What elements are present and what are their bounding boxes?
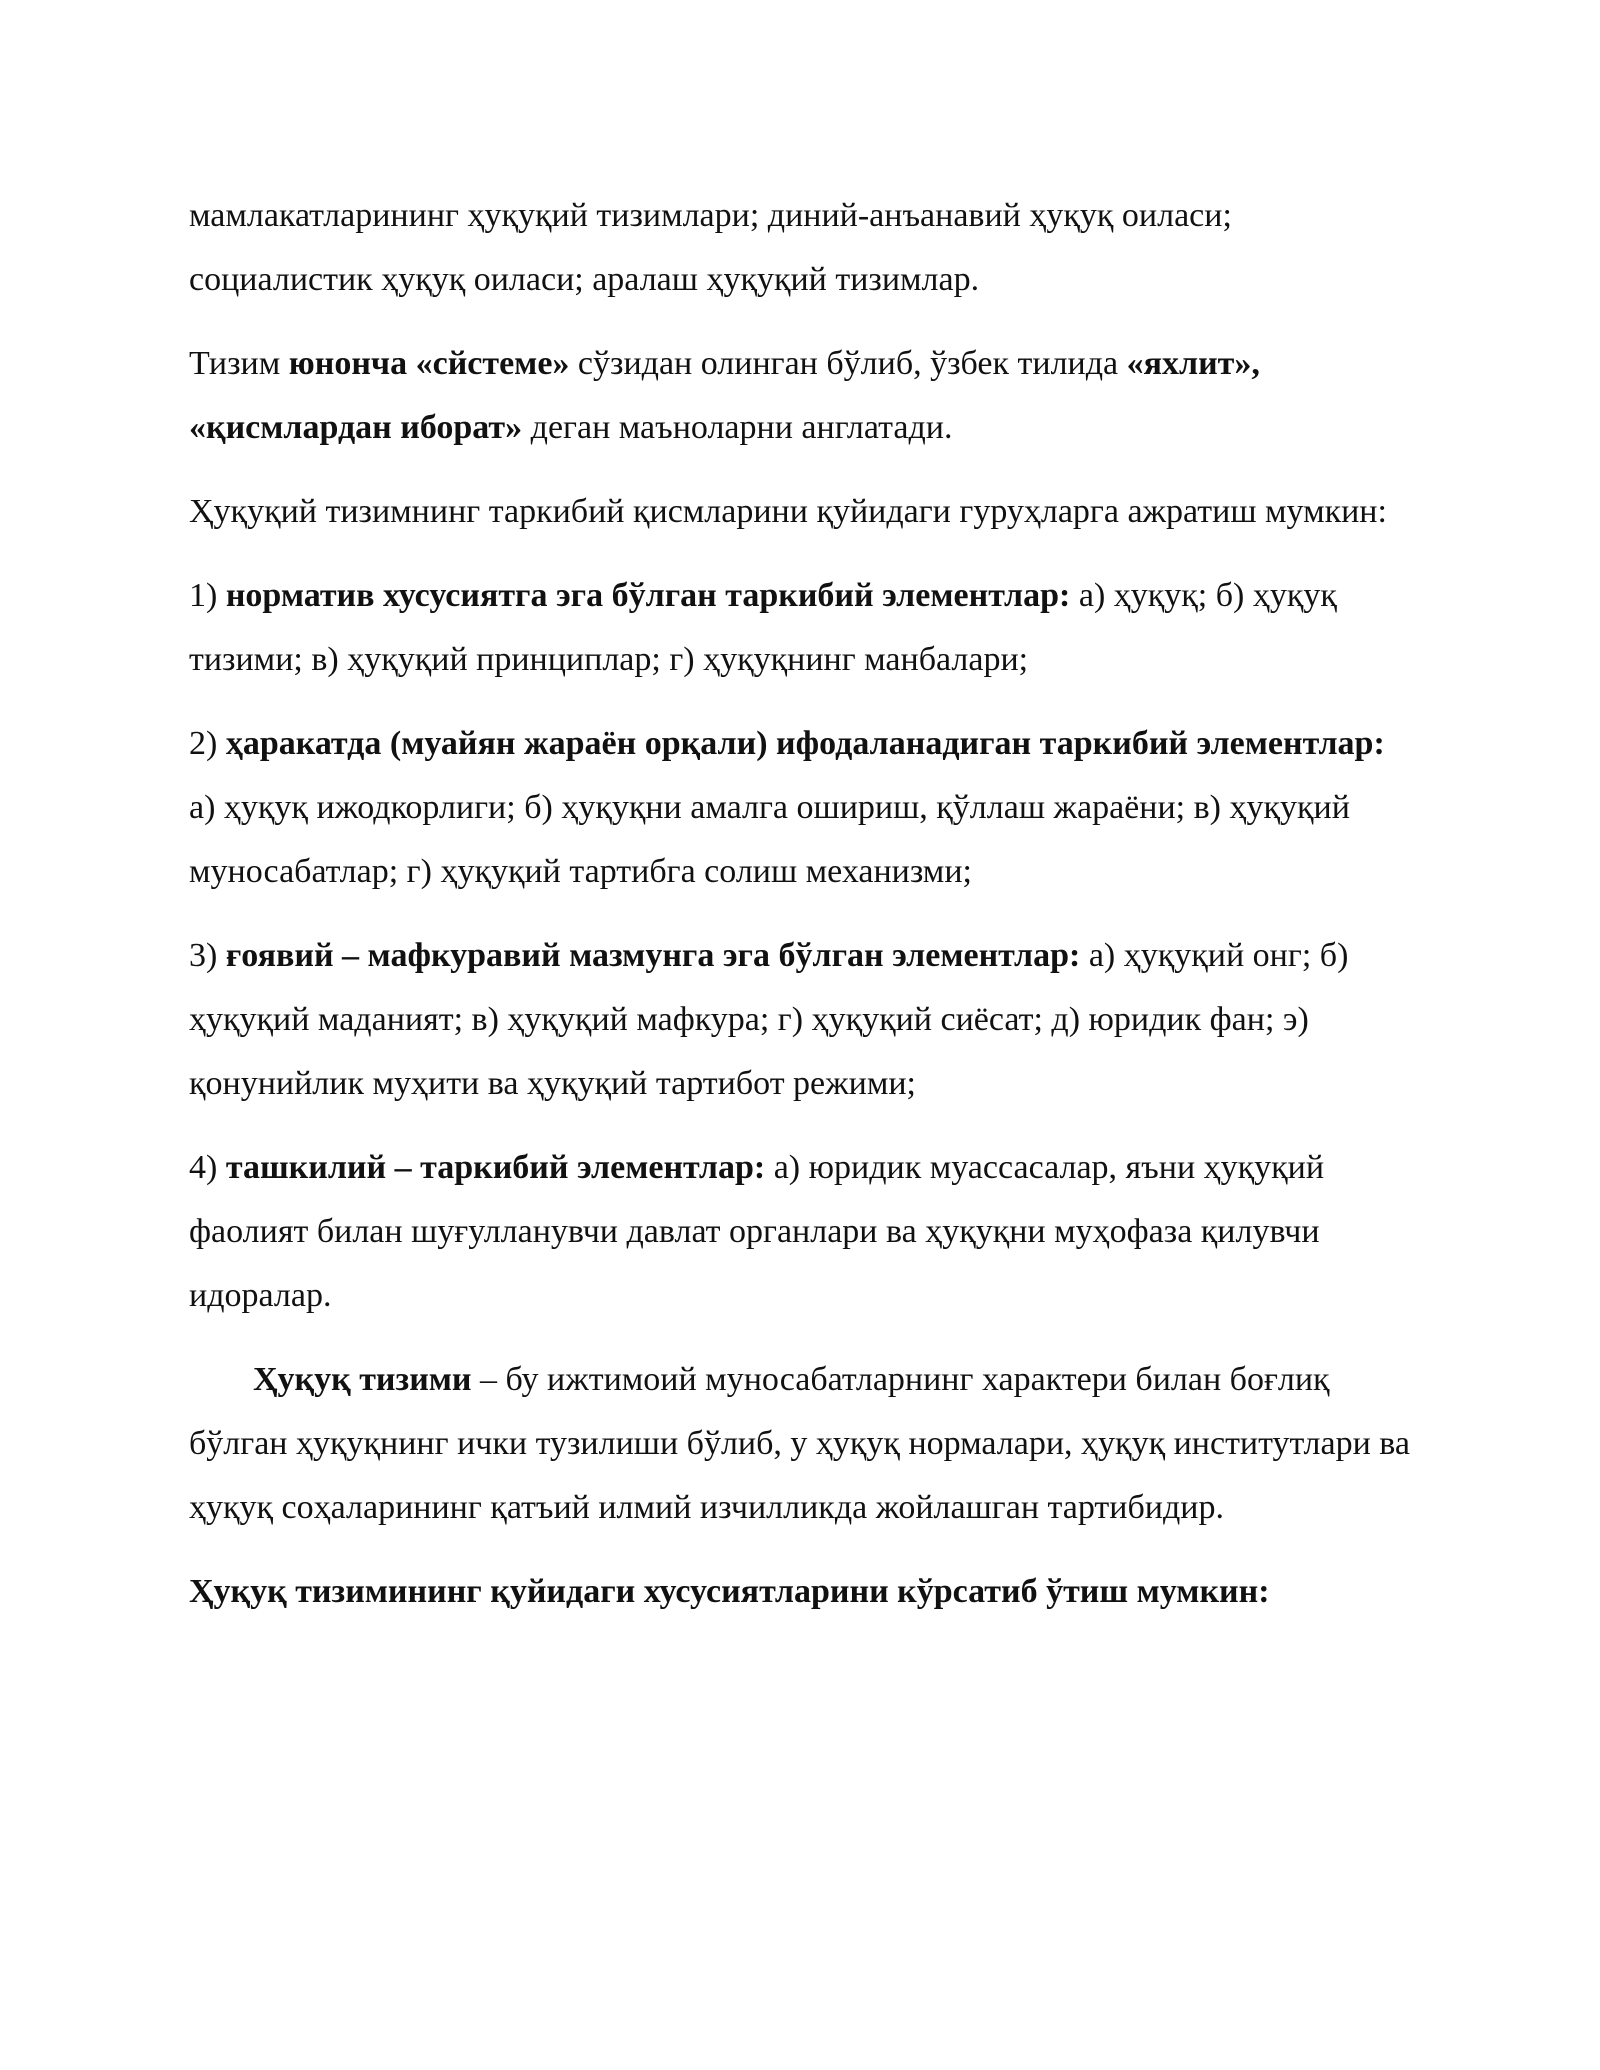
bold-run: Ҳуқуқ тизими (253, 1361, 472, 1398)
text-run: а) ҳуқуқий онг; б) ҳуқуқий маданият; в) ҳуқуқий мафкура; г) ҳуқуқий сиёсат; д) юридик фан; э) қонунийлик муҳити ва ҳуқуқий тартибот режими; (189, 937, 1349, 1102)
text-run: а) ҳуқуқ; б) ҳуқуқ тизими; в) ҳуқуқий принциплар; г) ҳуқуқнинг манбалари; (189, 577, 1337, 678)
list-number: 4) (189, 1149, 226, 1186)
bold-run: «яхлит», «қисмлардан иборат» (189, 345, 1260, 446)
list-number: 1) (189, 577, 226, 614)
text-run: а) юридик муассасалар, яъни ҳуқуқий фаолият билан шуғулланувчи давлат органлари ва ҳуқуқни муҳофаза қилувчи идоралар. (189, 1149, 1325, 1314)
text-run: – бу ижтимоий муносабатларнинг характери билан боғлиқ бўлган ҳуқуқнинг ички тузилиши бўлиб, у ҳуқуқ нормалари, ҳуқуқ институтлари ва ҳуқуқ соҳаларининг қатъий илмий изчилликда жойлашган тартибидир. (189, 1361, 1410, 1526)
list-item-1 (189, 564, 1419, 692)
list-item-4 (189, 1136, 1419, 1328)
list-item-2 (189, 712, 1419, 904)
text-run: Тизим (189, 345, 289, 382)
paragraph-components-intro (189, 480, 1419, 544)
bold-run: юнонча «сйстеме» (288, 345, 570, 382)
bold-run: ташкилий – таркибий элементлар: (225, 1149, 766, 1186)
bold-run: ҳаракатда (муайян жараён орқали) ифодаланадиган таркибий элементлар: (225, 725, 1385, 762)
paragraph-system-definition (189, 332, 1419, 460)
list-number: 3) (189, 937, 226, 974)
text-run: а) ҳуқуқ ижодкорлиги; б) ҳуқуқни амалга ошириш, қўллаш жараёни; в) ҳуқуқий муносабатлар; г) ҳуқуқий тартибга солиш механизми; (189, 789, 1350, 890)
paragraph-legal-system-definition (189, 1348, 1419, 1540)
text-run: деган маъноларни англатади. (522, 409, 953, 446)
text-run: сўзидан олинган бўлиб, ўзбек тилида (569, 345, 1127, 382)
heading-features (189, 1560, 1419, 1624)
paragraph-intro-continuation (189, 184, 1419, 312)
bold-run: Ҳуқуқ тизимининг қуйидаги хусусиятларини кўрсатиб ўтиш мумкин: (189, 1573, 1270, 1610)
text-run: Ҳуқуқий тизимнинг таркибий қисмларини қуйидаги гуруҳларга ажратиш мумкин: (189, 493, 1387, 530)
document-page (189, 184, 1419, 1644)
list-number: 2) (189, 725, 226, 762)
list-item-3 (189, 924, 1419, 1116)
text-run: мамлакатларининг ҳуқуқий тизимлари; диний-анъанавий ҳуқуқ оиласи; социалистик ҳуқуқ оиласи; аралаш ҳуқуқий тизимлар. (189, 197, 1232, 298)
bold-run: ғоявий – мафкуравий мазмунга эга бўлган элементлар: (225, 937, 1081, 974)
bold-run: норматив хусусиятга эга бўлган таркибий элементлар: (225, 577, 1071, 614)
